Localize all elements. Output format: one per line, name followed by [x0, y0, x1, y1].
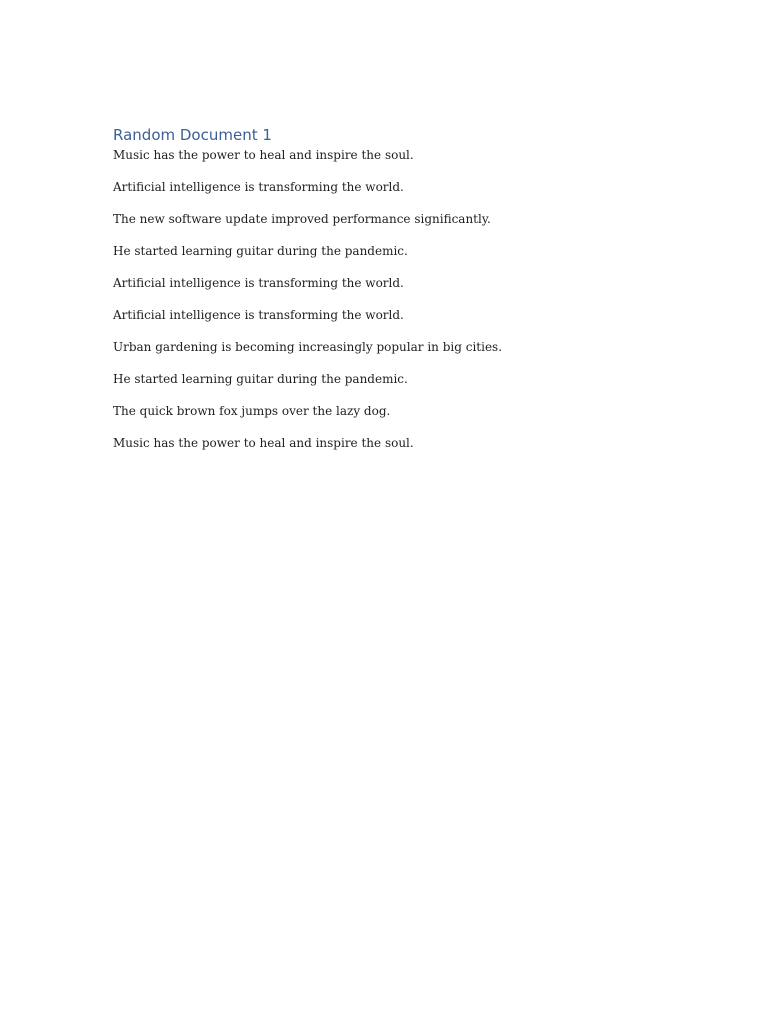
- paragraph: The new software update improved performance significantly.: [113, 212, 491, 226]
- document-body: [113, 139, 673, 459]
- paragraph: He started learning guitar during the pandemic.: [113, 244, 408, 258]
- document-page: [113, 125, 673, 459]
- paragraph: Artificial intelligence is transforming the world.: [113, 276, 404, 290]
- paragraph: Urban gardening is becoming increasingly popular in big cities.: [113, 340, 503, 354]
- paragraph: The quick brown fox jumps over the lazy dog.: [113, 404, 391, 418]
- paragraph: Artificial intelligence is transforming the world.: [113, 308, 404, 322]
- paragraph: Music has the power to heal and inspire the soul.: [113, 436, 414, 450]
- document-title: Random Document 1: [113, 126, 272, 144]
- paragraph: Artificial intelligence is transforming the world.: [113, 180, 404, 194]
- paragraph: Music has the power to heal and inspire the soul.: [113, 148, 414, 162]
- paragraph: He started learning guitar during the pandemic.: [113, 372, 408, 386]
